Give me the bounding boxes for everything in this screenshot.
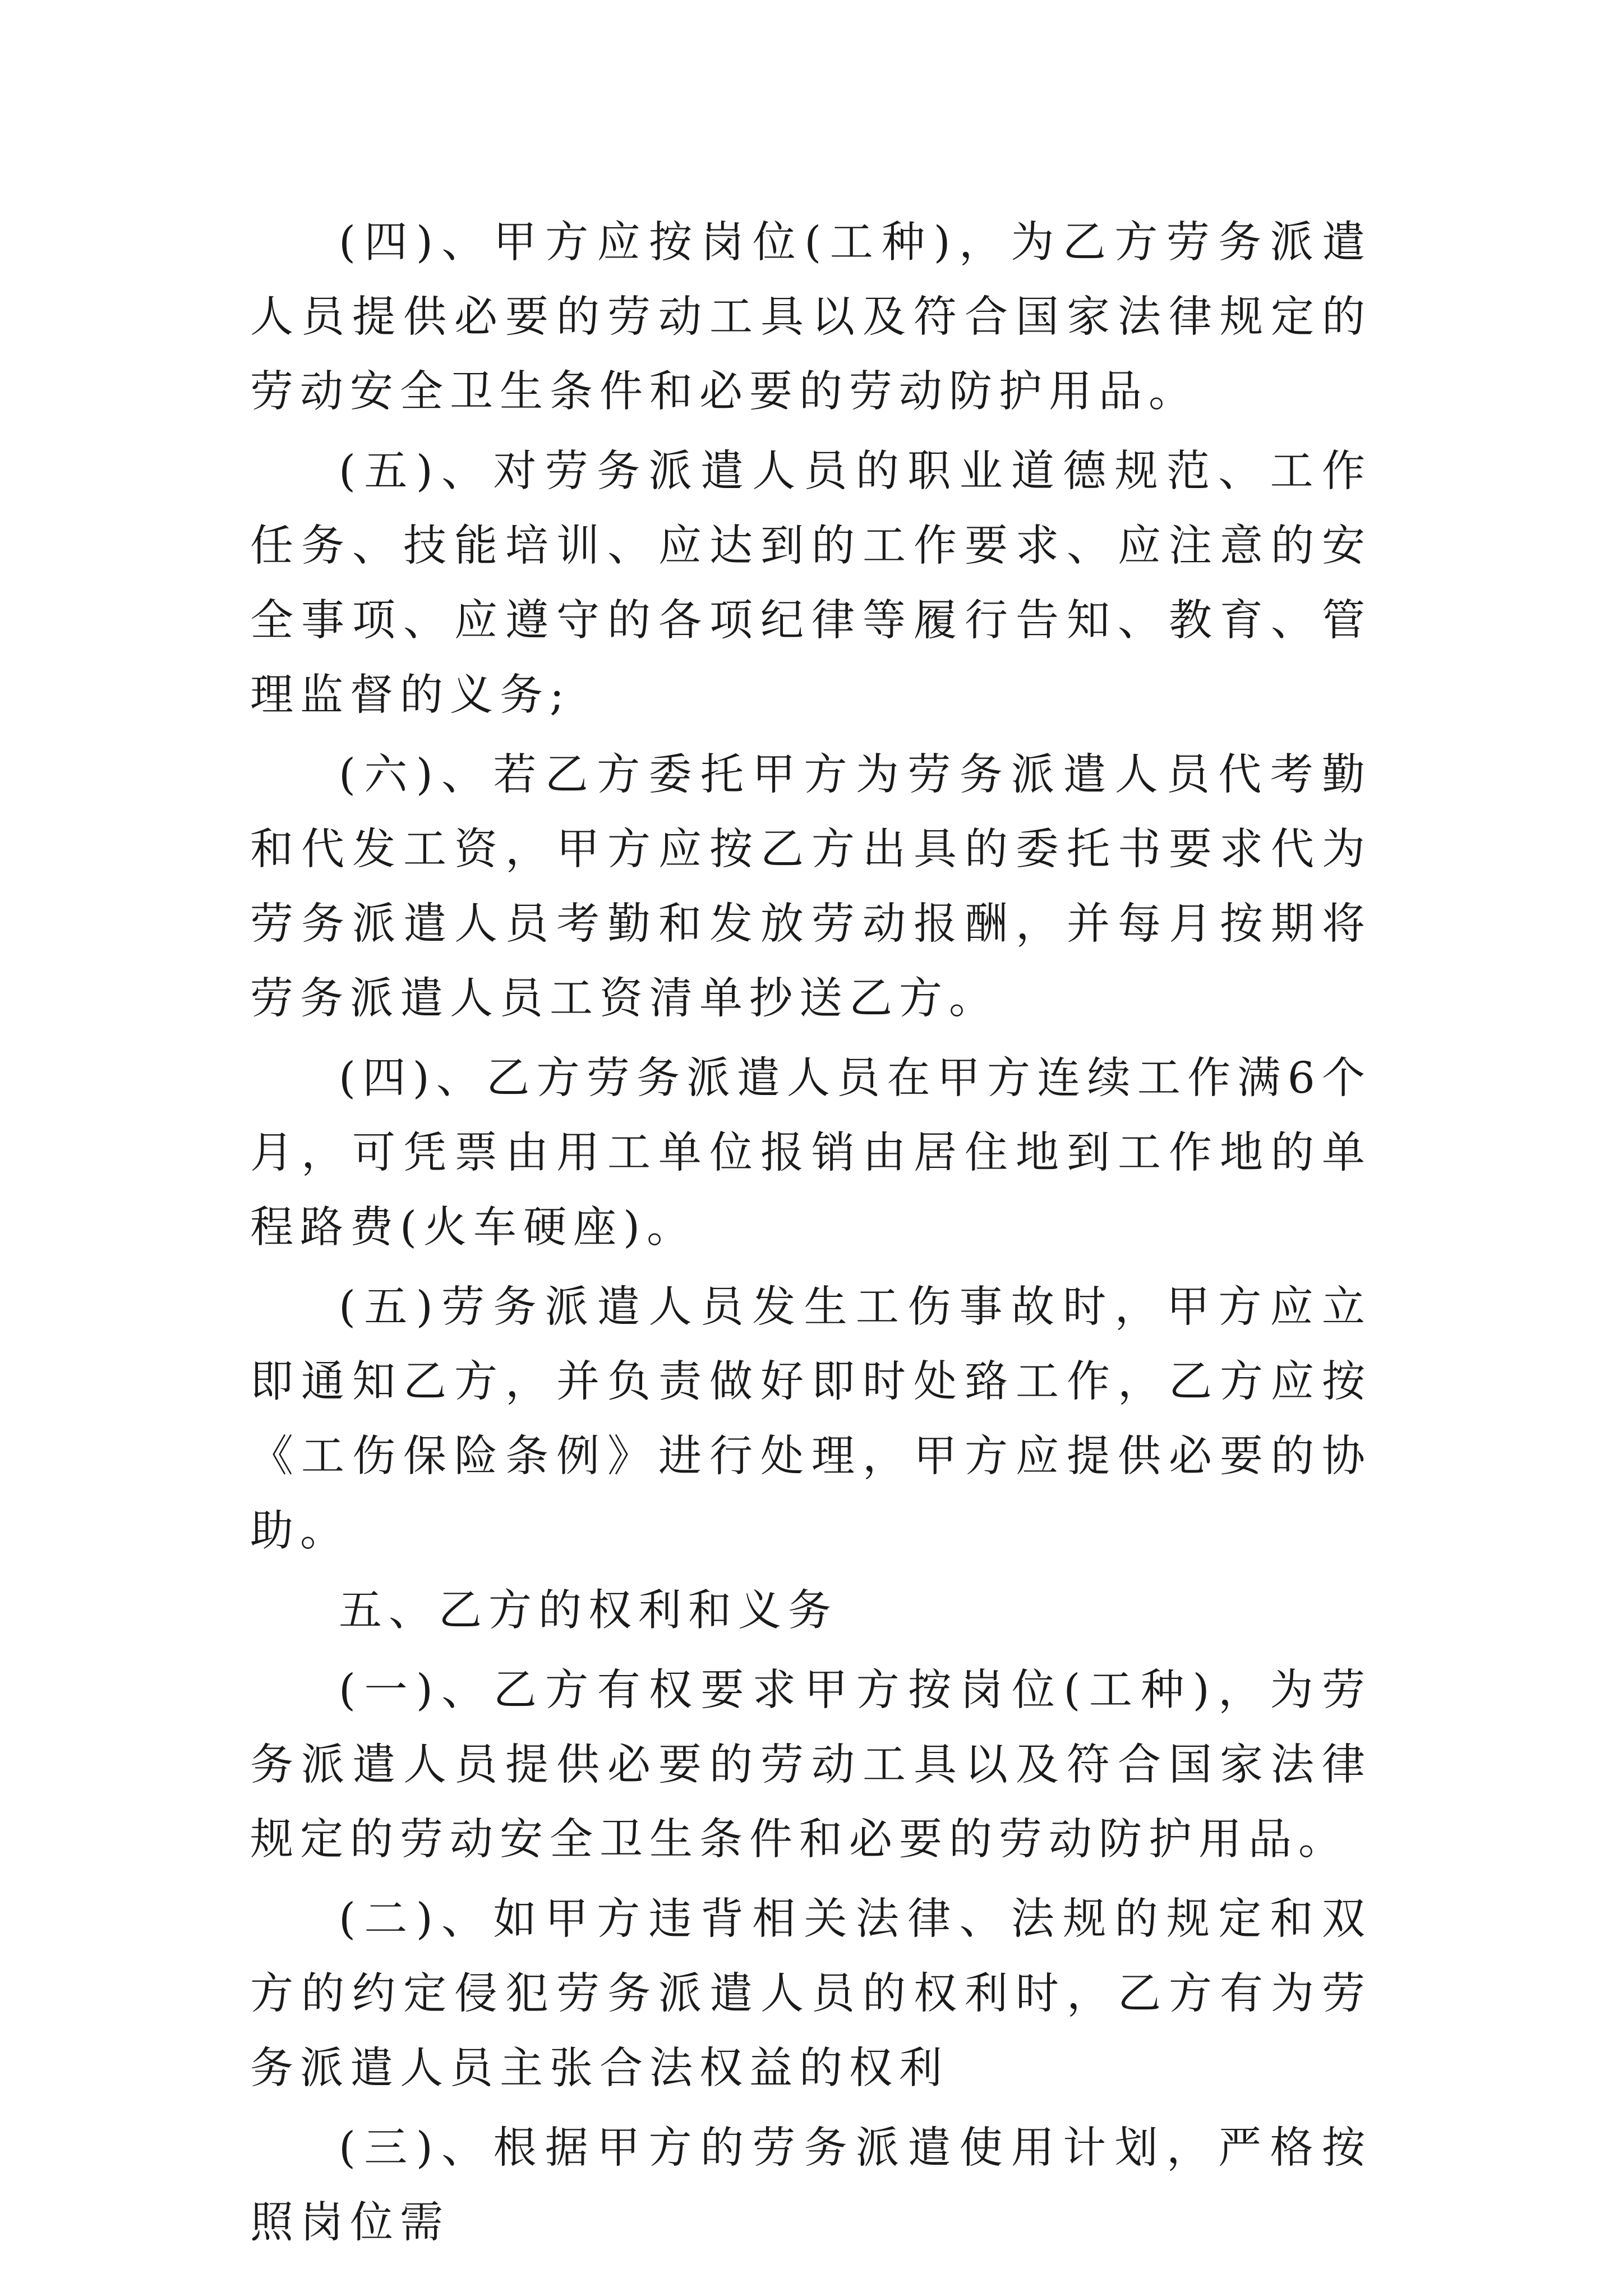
paragraph-party-b-item-1-tools: (一)、乙方有权要求甲方按岗位(工种)，为劳务派遣人员提供必要的劳动工具以及符合国家法律规定的劳动安全卫生条件和必要的劳动防护用品。	[250, 1665, 1372, 1865]
paragraph-party-a-item-6-payroll: (六)、若乙方委托甲方为劳务派遣人员代考勤和代发工资，甲方应按乙方出具的委托书要求代为劳务派遣人员考勤和发放劳动报酬，并每月按期将劳务派遣人员工资清单抄送乙方。	[250, 750, 1372, 1024]
paragraph-party-b-item-2-rights: (二)、如甲方违背相关法律、法规的规定和双方的约定侵犯劳务派遣人员的权利时，乙方有为劳务派遣人员主张合法权益的权利	[250, 1894, 1372, 2093]
paragraph-party-a-item-5-education: (五)、对劳务派遣人员的职业道德规范、工作任务、技能培训、应达到的工作要求、应注意的安全事项、应遵守的各项纪律等履行告知、教育、管理监督的义务;	[250, 447, 1372, 720]
section-heading-party-b-rights: 五、乙方的权利和义务	[339, 1586, 838, 1636]
paragraph-party-a-item-4-travel: (四)、乙方劳务派遣人员在甲方连续工作满6个月，可凭票由用工单位报销由居住地到工作地的单程路费(火车硬座)。	[250, 1053, 1372, 1253]
document-body	[250, 205, 1372, 2260]
paragraph-party-a-item-4-tools: (四)、甲方应按岗位(工种)，为乙方劳务派遣人员提供必要的劳动工具以及符合国家法律规定的劳动安全卫生条件和必要的劳动防护用品。	[250, 218, 1372, 417]
paragraph-party-b-item-3-plan: (三)、根据甲方的劳务派遣使用计划，严格按照岗位需	[250, 2123, 1372, 2248]
paragraph-party-a-item-5-injury: (五)劳务派遣人员发生工伤事故时，甲方应立即通知乙方，并负责做好即时处臵工作，乙方应按《工伤保险条例》进行处理，甲方应提供必要的协助。	[250, 1282, 1372, 1556]
